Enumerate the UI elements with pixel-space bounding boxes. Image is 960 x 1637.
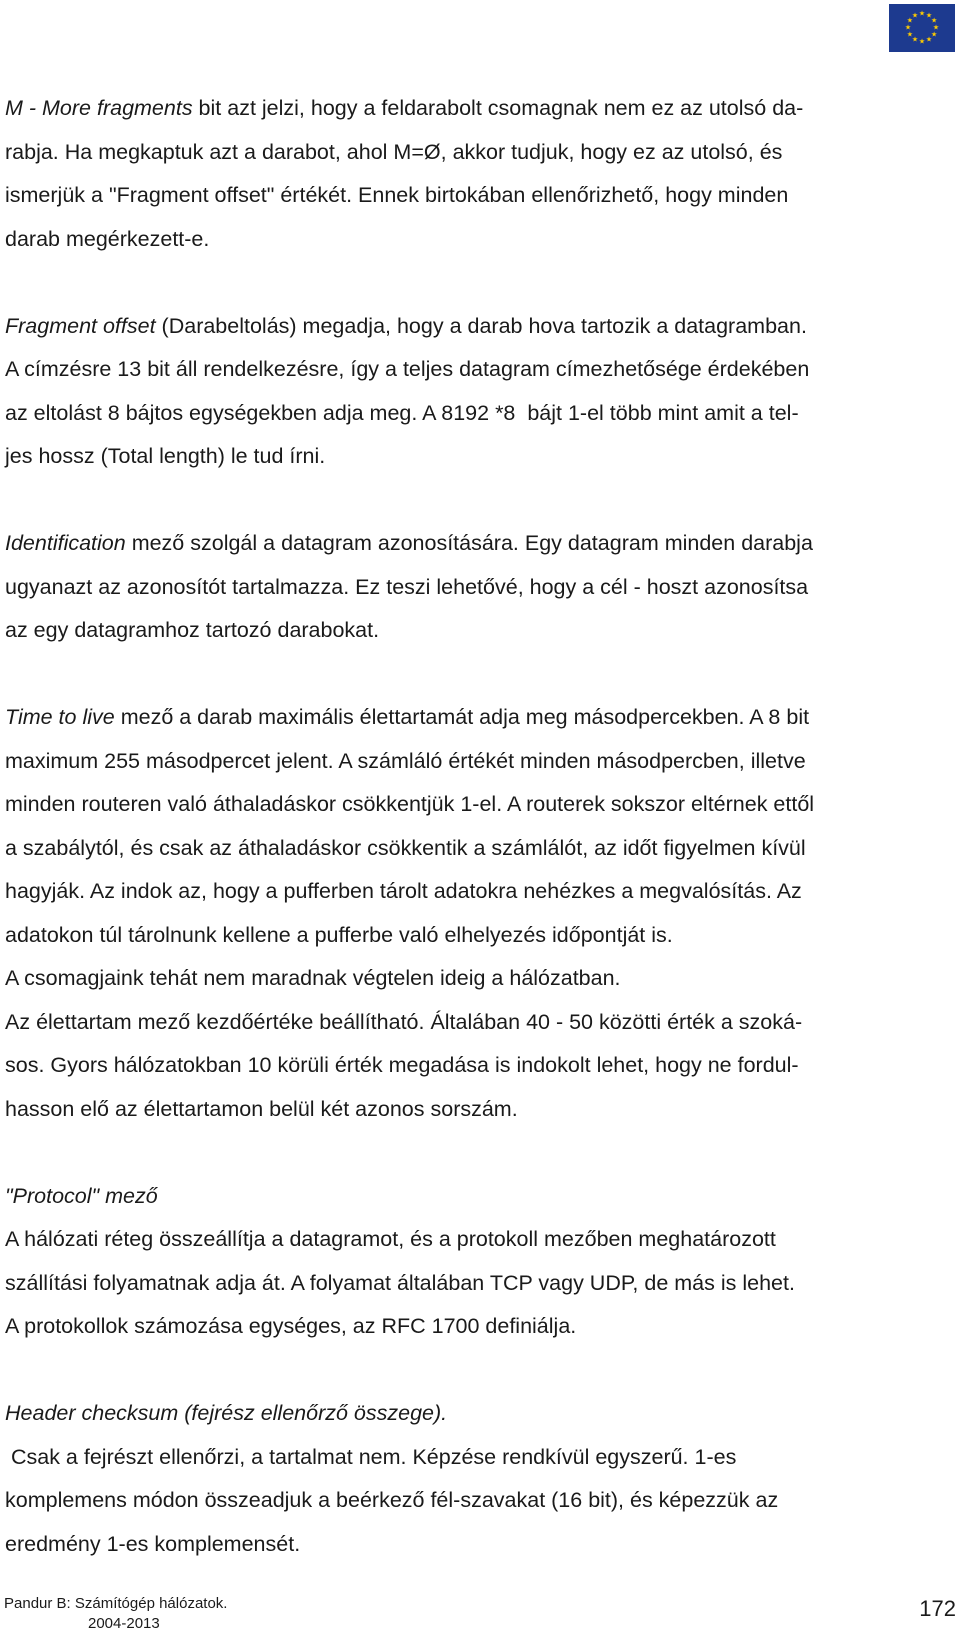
text-line: hagyják. Az indok az, hogy a pufferben tárolt adatokra nehézkes a megvalósítás. Az [5, 879, 802, 903]
svg-text:★: ★ [918, 37, 926, 46]
svg-text:★: ★ [925, 11, 933, 20]
eu-flag-stars [889, 4, 955, 52]
svg-text:★: ★ [904, 23, 912, 32]
footer-source-years: 2004-2013 [88, 1615, 160, 1632]
svg-text:★: ★ [906, 16, 914, 25]
eu-flag-icon [889, 4, 955, 52]
page-number: 172 [919, 1596, 956, 1621]
svg-text:★: ★ [925, 35, 933, 44]
svg-text:★: ★ [932, 23, 940, 32]
svg-text:★: ★ [918, 9, 926, 18]
footer-source-title: Pandur B: Számítógép hálózatok. [4, 1595, 228, 1612]
text-line: sos. Gyors hálózatokban 10 körüli érték megadása is indokolt lehet, hogy ne fordul- [5, 1053, 799, 1077]
section-heading-protocol: "Protocol" mező [5, 1183, 158, 1208]
text-line: minden routeren való áthaladáskor csökkentjük 1-el. A routerek sokszor eltérnek ettől [5, 792, 815, 816]
text-line [5, 87, 953, 131]
text-line [5, 305, 953, 349]
text-line: szállítási folyamatnak adja át. A folyamat általában TCP vagy UDP, de más is lehet. [5, 1270, 795, 1295]
text-line: ismerjük a "Fragment offset" értékét. Ennek birtokában ellenőrizhető, hogy minden [5, 183, 789, 207]
text-segment: (Darabeltolás) megadja, hogy a darab hova tartozik a datagramban. [155, 313, 807, 338]
text-line [5, 696, 953, 740]
text-line: rabja. Ha megkaptuk azt a darabot, ahol M=Ø, akkor tudjuk, hogy ez az utolsó, és [5, 139, 783, 164]
svg-text:★: ★ [911, 11, 919, 20]
text-line: A hálózati réteg összeállítja a datagramot, és a protokoll mezőben meghatározott [5, 1227, 776, 1251]
svg-text:★: ★ [930, 30, 938, 39]
term-time-to-live: Time to live [5, 705, 115, 729]
term-fragment-offset: Fragment offset [5, 313, 156, 338]
text-line: az egy datagramhoz tartozó darabokat. [5, 618, 380, 642]
text-line: a szabálytól, és csak az áthaladáskor csökkentik a számlálót, az időt figyelmen kívül [5, 835, 806, 860]
svg-text:★: ★ [906, 30, 914, 39]
term-identification: Identification [5, 531, 126, 555]
section-heading-header-checksum: Header checksum (fejrész ellenőrző összege). [5, 1401, 448, 1425]
text-line: az eltolást 8 bájtos egységekben adja meg. A 8192 *8 bájt 1-el több mint amit a tel- [5, 400, 799, 425]
text-line: maximum 255 másodpercet jelent. A számláló értékét minden másodpercben, illetve [5, 748, 806, 773]
term-more-fragments: M - More fragments [5, 96, 193, 120]
footer-source [4, 1594, 264, 1634]
text-segment: mező a darab maximális élettartamát adja meg másodpercekben. A 8 bit [114, 705, 810, 729]
text-line: adatokon túl tárolnunk kellene a pufferbe való elhelyezés időpontját is. [5, 922, 673, 947]
text-line: darab megérkezett-e. [5, 226, 210, 251]
text-line: Az élettartam mező kezdőértéke beállítható. Általában 40 - 50 közötti érték a szoká- [5, 1009, 803, 1034]
text-line: A csomagjaink tehát nem maradnak végtelen ideig a hálózatban. [5, 966, 621, 990]
document-body [5, 87, 953, 1566]
text-segment: mező szolgál a datagram azonosítására. Egy datagram minden darabja [125, 531, 813, 555]
text-line [5, 522, 953, 566]
svg-text:★: ★ [911, 35, 919, 44]
svg-text:★: ★ [930, 16, 938, 25]
text-line: jes hossz (Total length) le tud írni. [5, 444, 326, 468]
text-line: Csak a fejrészt ellenőrzi, a tartalmat nem. Képzése rendkívül egyszerű. 1-es [5, 1444, 737, 1469]
text-line: ugyanazt az azonosítót tartalmazza. Ez teszi lehetővé, hogy a cél - hoszt azonosítsa [5, 574, 809, 599]
text-line: A protokollok számozása egységes, az RFC 1700 definiálja. [5, 1314, 577, 1338]
text-line: komplemens módon összeadjuk a beérkező fél-szavakat (16 bit), és képezzük az [5, 1488, 779, 1512]
text-line: eredmény 1-es komplemensét. [5, 1531, 301, 1556]
text-segment: bit azt jelzi, hogy a feldarabolt csomagnak nem ez az utolsó da- [192, 96, 804, 120]
text-line: hasson elő az élettartamon belül két azonos sorszám. [5, 1096, 518, 1121]
text-line: A címzésre 13 bit áll rendelkezésre, így a teljes datagram címezhetősége érdekében [5, 357, 810, 381]
